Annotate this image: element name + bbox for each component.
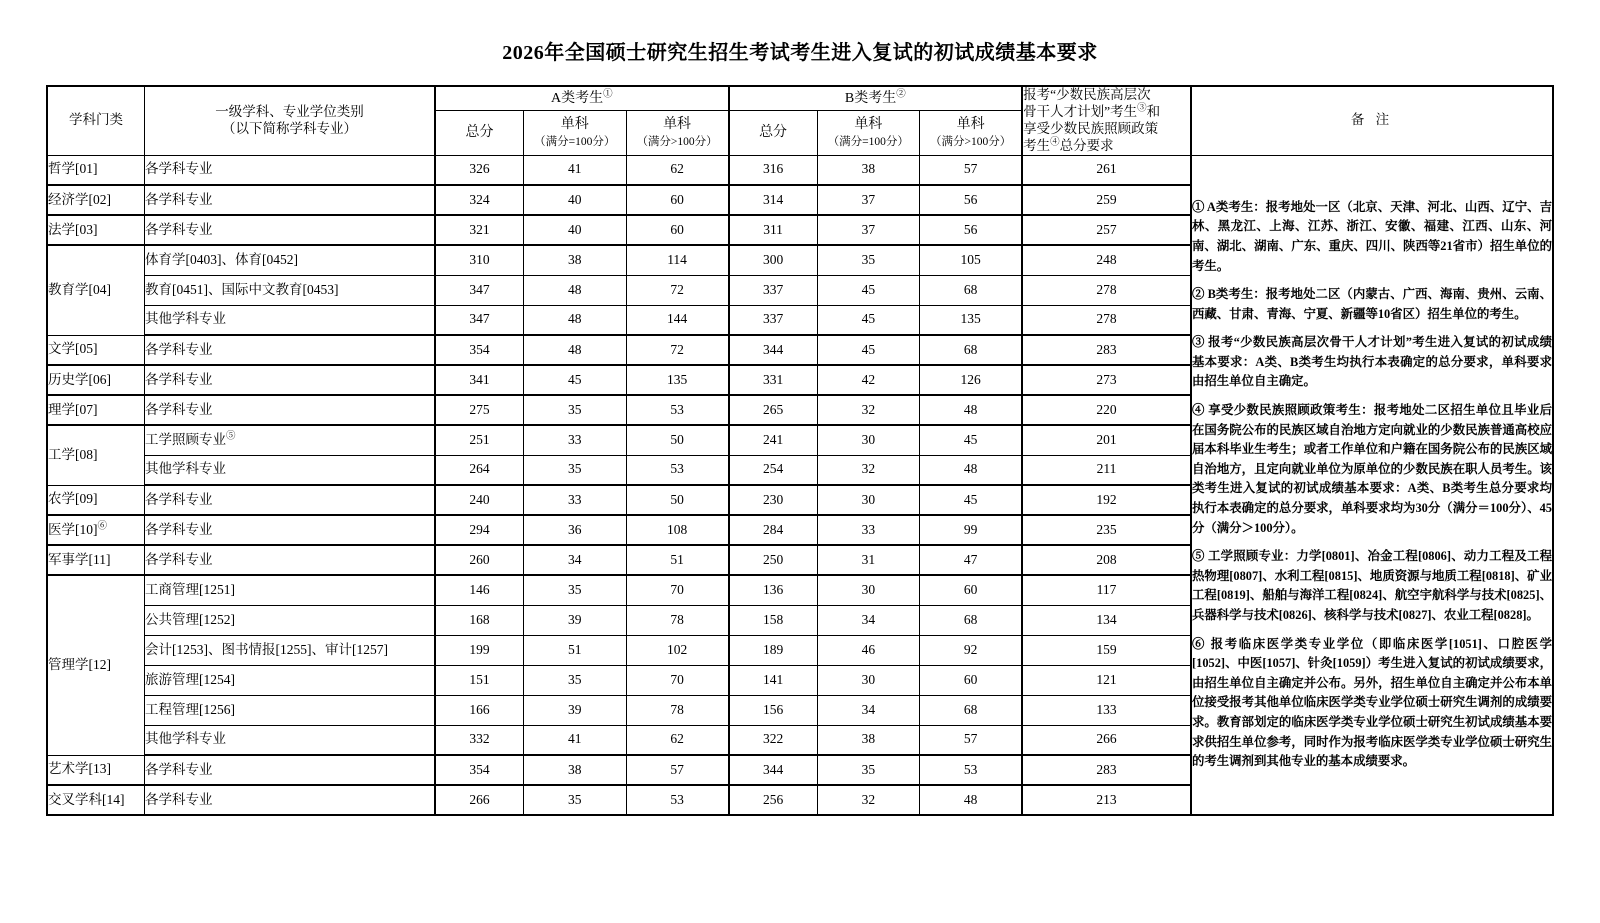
cell-major: 各学科专业: [145, 335, 436, 365]
cell-a-total: 275: [435, 395, 523, 425]
cell-b-total: 265: [729, 395, 817, 425]
cell-b-single-gt100: 48: [920, 785, 1023, 815]
cell-b-single-eq100: 32: [817, 785, 920, 815]
cell-category: 管理学[12]: [47, 575, 145, 755]
cell-a-single-gt100: 102: [626, 635, 729, 665]
cell-minority-total: 211: [1022, 455, 1191, 485]
header-category: 学科门类: [47, 86, 145, 155]
cell-category: 历史学[06]: [47, 365, 145, 395]
header-a-single-gt100: [626, 111, 729, 155]
cell-category: 哲学[01]: [47, 155, 145, 185]
cell-major: 各学科专业: [145, 185, 436, 215]
cell-b-total: 250: [729, 545, 817, 575]
cell-a-total: 347: [435, 305, 523, 335]
cell-remarks: [1191, 155, 1553, 815]
cell-b-single-gt100: 45: [920, 425, 1023, 455]
header-b-single-eq100: [817, 111, 920, 155]
cell-minority-total: 283: [1022, 755, 1191, 785]
cell-a-single-gt100: 60: [626, 185, 729, 215]
cell-minority-total: 261: [1022, 155, 1191, 185]
header-b-single-gt100-label: 单科: [956, 117, 985, 133]
cell-a-single-gt100: 144: [626, 305, 729, 335]
cell-b-single-gt100: 126: [920, 365, 1023, 395]
cell-b-single-gt100: 57: [920, 725, 1023, 755]
cell-minority-total: 201: [1022, 425, 1191, 455]
header-minority-line1: 报考“少数民族高层次: [1023, 87, 1151, 102]
cell-category: 理学[07]: [47, 395, 145, 425]
cell-a-total: 326: [435, 155, 523, 185]
cell-a-single-eq100: 39: [524, 695, 627, 725]
table-header: [47, 86, 1553, 155]
cell-a-single-gt100: 60: [626, 215, 729, 245]
remark-note-4: ④ 享受少数民族照顾政策考生：报考地处二区招生单位且毕业后在国务院公布的民族区域自治地方定向就业的少数民族普通高校应届本科毕业生考生；或者工作单位和户籍在国务院公布的民族区域自治地方，且定向就业单位为原单位的少数民族在职人员考生。该类考生进入复试的初试成绩基本要求：A类、B类考生总分要求均执行本表确定的总分要求，单科要求均为30分（满分＝100分）、45分（满分＞100分）。: [1192, 403, 1552, 535]
cell-a-single-eq100: 45: [524, 365, 627, 395]
header-a-total: [435, 111, 523, 155]
header-group-a: [435, 86, 729, 111]
cell-b-single-gt100: 48: [920, 455, 1023, 485]
header-b-single-eq100-label: 单科: [854, 117, 883, 133]
cell-b-single-eq100: 31: [817, 545, 920, 575]
header-minority-line4-text: 考生: [1023, 137, 1051, 153]
cell-category: 医学[10]⑥: [47, 515, 145, 545]
header-b-single-eq100-sub: （满分=100分）: [827, 135, 909, 148]
header-remarks: 备 注: [1191, 86, 1553, 155]
cell-a-total: 264: [435, 455, 523, 485]
header-b-total-label: 总分: [759, 125, 788, 141]
header-a-single-eq100-sub: （满分=100分）: [534, 135, 616, 148]
cell-b-total: 344: [729, 335, 817, 365]
page-title: 2026年全国硕士研究生招生考试考生进入复试的初试成绩基本要求: [502, 42, 1098, 64]
cell-major: 工学照顾专业⑤: [145, 425, 436, 455]
header-minority-line4-tail: 总分要求: [1059, 137, 1114, 153]
cell-b-single-gt100: 60: [920, 575, 1023, 605]
cell-minority-total: 121: [1022, 665, 1191, 695]
cell-category: 艺术学[13]: [47, 755, 145, 785]
cell-category: 交叉学科[14]: [47, 785, 145, 815]
cell-major: 各学科专业: [145, 515, 436, 545]
cell-b-single-gt100: 135: [920, 305, 1023, 335]
cell-a-total: 266: [435, 785, 523, 815]
cell-b-total: 156: [729, 695, 817, 725]
cell-b-single-eq100: 30: [817, 665, 920, 695]
cell-a-total: 324: [435, 185, 523, 215]
cell-major: 工商管理[1251]: [145, 575, 436, 605]
cell-b-single-gt100: 68: [920, 335, 1023, 365]
cell-b-single-gt100: 56: [920, 185, 1023, 215]
cell-b-single-eq100: 30: [817, 485, 920, 515]
cell-b-single-eq100: 34: [817, 695, 920, 725]
cell-b-single-eq100: 35: [817, 755, 920, 785]
cell-b-single-eq100: 30: [817, 425, 920, 455]
cell-category: 工学[08]: [47, 425, 145, 485]
cell-minority-total: 257: [1022, 215, 1191, 245]
cell-major: 公共管理[1252]: [145, 605, 436, 635]
cell-a-total: 199: [435, 635, 523, 665]
header-group-b: [729, 86, 1023, 111]
cell-a-single-gt100: 62: [626, 725, 729, 755]
cell-minority-total: 235: [1022, 515, 1191, 545]
header-minority-line4-mark: ④: [1050, 137, 1060, 148]
cell-minority-total: 192: [1022, 485, 1191, 515]
table-row: [47, 155, 1553, 185]
cell-a-single-eq100: 35: [524, 395, 627, 425]
cell-minority-total: 248: [1022, 245, 1191, 275]
cell-a-total: 347: [435, 275, 523, 305]
cell-b-single-gt100: 99: [920, 515, 1023, 545]
cell-major: 教育[0451]、国际中文教育[0453]: [145, 275, 436, 305]
cell-a-single-eq100: 33: [524, 425, 627, 455]
cell-a-total: 332: [435, 725, 523, 755]
remark-note-6: ⑥ 报考临床医学类专业学位（即临床医学[1051]、口腔医学[1052]、中医[1057]、针灸[1059]）考生进入复试的初试成绩要求，由招生单位自主确定并公布。另外，招生单位自主确定并公布本单位接受报考其他单位临床医学类专业学位硕士研究生调剂的成绩要求。教育部划定的临床医学类专业学位硕士研究生初试成绩基本要求供招生单位参考，同时作为报考临床医学类专业学位硕士研究生的考生调剂到其他专业的基本成绩要求。: [1192, 636, 1552, 769]
cell-major: 各学科专业: [145, 155, 436, 185]
cell-b-single-eq100: 46: [817, 635, 920, 665]
cell-category: 文学[05]: [47, 335, 145, 365]
cell-a-single-gt100: 50: [626, 485, 729, 515]
cell-a-single-gt100: 70: [626, 575, 729, 605]
cell-minority-total: 259: [1022, 185, 1191, 215]
cell-major: 各学科专业: [145, 545, 436, 575]
header-group-b-mark: ②: [896, 89, 906, 100]
cell-a-total: 251: [435, 425, 523, 455]
cell-a-single-eq100: 36: [524, 515, 627, 545]
cell-b-single-eq100: 45: [817, 335, 920, 365]
cell-b-single-gt100: 68: [920, 275, 1023, 305]
header-minority-line4: [1023, 138, 1190, 155]
header-a-single-eq100: [524, 111, 627, 155]
header-a-total-label: 总分: [465, 125, 494, 141]
header-group-b-label: B类考生: [844, 90, 897, 106]
cell-minority-total: 159: [1022, 635, 1191, 665]
cell-b-total: 316: [729, 155, 817, 185]
cell-a-single-eq100: 41: [524, 725, 627, 755]
cell-a-total: 166: [435, 695, 523, 725]
cell-a-total: 260: [435, 545, 523, 575]
cell-major: 其他学科专业: [145, 725, 436, 755]
cell-a-single-eq100: 39: [524, 605, 627, 635]
cell-b-total: 189: [729, 635, 817, 665]
cell-a-single-eq100: 33: [524, 485, 627, 515]
cell-major: 其他学科专业: [145, 305, 436, 335]
cell-major: 体育学[0403]、体育[0452]: [145, 245, 436, 275]
cell-a-single-gt100: 53: [626, 395, 729, 425]
cell-major: 各学科专业: [145, 785, 436, 815]
cell-a-total: 146: [435, 575, 523, 605]
cell-category: 法学[03]: [47, 215, 145, 245]
cell-major: 各学科专业: [145, 485, 436, 515]
cell-major: 旅游管理[1254]: [145, 665, 436, 695]
cell-minority-total: 278: [1022, 305, 1191, 335]
cell-a-single-eq100: 51: [524, 635, 627, 665]
cell-b-total: 136: [729, 575, 817, 605]
cell-a-total: 168: [435, 605, 523, 635]
cell-a-total: 354: [435, 335, 523, 365]
cell-major: 各学科专业: [145, 395, 436, 425]
cell-major: 各学科专业: [145, 365, 436, 395]
cell-b-single-eq100: 42: [817, 365, 920, 395]
cell-a-single-gt100: 50: [626, 425, 729, 455]
cell-a-total: 294: [435, 515, 523, 545]
cell-b-single-gt100: 56: [920, 215, 1023, 245]
header-major-line2: （以下简称学科专业）: [222, 120, 358, 136]
table-body: [47, 155, 1553, 815]
cell-a-single-gt100: 53: [626, 785, 729, 815]
cell-category: 军事学[11]: [47, 545, 145, 575]
cell-minority-total: 273: [1022, 365, 1191, 395]
remark-note-3: ③ 报考“少数民族高层次骨干人才计划”考生进入复试的初试成绩基本要求：A类、B类考生均执行本表确定的总分要求，单科要求由招生单位自主确定。: [1192, 335, 1552, 389]
cell-a-single-eq100: 38: [524, 245, 627, 275]
cell-a-single-eq100: 40: [524, 185, 627, 215]
cell-major: 会计[1253]、图书情报[1255]、审计[1257]: [145, 635, 436, 665]
cell-b-total: 158: [729, 605, 817, 635]
cell-b-total: 331: [729, 365, 817, 395]
cell-a-single-gt100: 135: [626, 365, 729, 395]
cell-a-single-eq100: 35: [524, 455, 627, 485]
header-group-a-label: A类考生: [551, 90, 604, 106]
cell-b-total: 337: [729, 275, 817, 305]
cell-b-single-eq100: 34: [817, 605, 920, 635]
cell-minority-total: 133: [1022, 695, 1191, 725]
header-major: [145, 86, 436, 155]
cell-major: 其他学科专业: [145, 455, 436, 485]
score-requirements-table: [46, 85, 1554, 816]
cell-b-single-gt100: 68: [920, 605, 1023, 635]
cell-category: 经济学[02]: [47, 185, 145, 215]
cell-b-single-gt100: 92: [920, 635, 1023, 665]
cell-b-single-eq100: 32: [817, 395, 920, 425]
cell-minority-total: 220: [1022, 395, 1191, 425]
cell-a-single-gt100: 53: [626, 455, 729, 485]
header-minority-line2-mark: ③: [1137, 103, 1147, 114]
category-mark: ⑥: [97, 521, 108, 532]
header-b-total: [729, 111, 817, 155]
cell-a-total: 321: [435, 215, 523, 245]
cell-b-total: 284: [729, 515, 817, 545]
cell-b-total: 254: [729, 455, 817, 485]
cell-b-total: 322: [729, 725, 817, 755]
cell-minority-total: 278: [1022, 275, 1191, 305]
cell-category: 教育学[04]: [47, 245, 145, 335]
cell-b-total: 241: [729, 425, 817, 455]
cell-a-single-eq100: 41: [524, 155, 627, 185]
cell-b-single-eq100: 37: [817, 215, 920, 245]
cell-b-single-eq100: 33: [817, 515, 920, 545]
cell-a-single-eq100: 34: [524, 545, 627, 575]
cell-a-single-eq100: 48: [524, 275, 627, 305]
cell-b-total: 300: [729, 245, 817, 275]
cell-b-total: 230: [729, 485, 817, 515]
cell-b-single-eq100: 38: [817, 725, 920, 755]
header-minority-line2: [1023, 104, 1190, 121]
cell-b-single-gt100: 105: [920, 245, 1023, 275]
cell-b-single-eq100: 45: [817, 305, 920, 335]
cell-a-single-eq100: 35: [524, 665, 627, 695]
header-minority-line2-text: 骨干人才计划”考生: [1023, 103, 1138, 119]
cell-a-single-gt100: 70: [626, 665, 729, 695]
cell-b-total: 344: [729, 755, 817, 785]
cell-a-total: 354: [435, 755, 523, 785]
cell-a-single-eq100: 38: [524, 755, 627, 785]
remark-note-5: ⑤ 工学照顾专业：力学[0801]、冶金工程[0806]、动力工程及工程热物理[0807]、水利工程[0815]、地质资源与地质工程[0818]、矿业工程[0819]、船舶与海洋工程[0824]、航空宇航科学与技术[0825]、兵器科学与技术[0826]、核科学与技术[0827]、农业工程[0828]。: [1192, 549, 1552, 623]
cell-b-single-gt100: 47: [920, 545, 1023, 575]
cell-b-total: 256: [729, 785, 817, 815]
cell-a-single-gt100: 108: [626, 515, 729, 545]
cell-a-single-eq100: 35: [524, 785, 627, 815]
cell-b-single-eq100: 30: [817, 575, 920, 605]
header-a-single-gt100-label: 单科: [663, 117, 692, 133]
cell-b-single-eq100: 35: [817, 245, 920, 275]
header-minority-line3: 享受少数民族照顾政策: [1023, 120, 1159, 136]
header-b-single-gt100-sub: （满分>100分）: [929, 135, 1012, 148]
cell-b-single-gt100: 45: [920, 485, 1023, 515]
cell-a-total: 151: [435, 665, 523, 695]
cell-a-single-gt100: 72: [626, 275, 729, 305]
cell-b-single-gt100: 68: [920, 695, 1023, 725]
cell-b-single-gt100: 53: [920, 755, 1023, 785]
cell-b-single-eq100: 32: [817, 455, 920, 485]
header-minority-line2-tail: 和: [1146, 103, 1161, 119]
cell-b-single-gt100: 57: [920, 155, 1023, 185]
cell-a-single-gt100: 72: [626, 335, 729, 365]
cell-major: 各学科专业: [145, 215, 436, 245]
cell-major: 工程管理[1256]: [145, 695, 436, 725]
header-b-single-gt100: [920, 111, 1023, 155]
cell-a-single-gt100: 114: [626, 245, 729, 275]
cell-a-total: 341: [435, 365, 523, 395]
cell-a-single-gt100: 51: [626, 545, 729, 575]
cell-a-total: 240: [435, 485, 523, 515]
cell-a-single-gt100: 78: [626, 605, 729, 635]
header-a-single-eq100-label: 单科: [560, 117, 589, 133]
cell-a-single-eq100: 35: [524, 575, 627, 605]
cell-b-single-gt100: 60: [920, 665, 1023, 695]
score-requirements-table-wrapper: [46, 85, 1554, 816]
cell-b-single-eq100: 38: [817, 155, 920, 185]
major-mark: ⑤: [226, 431, 236, 442]
cell-b-single-eq100: 37: [817, 185, 920, 215]
cell-a-single-gt100: 57: [626, 755, 729, 785]
header-major-line1: 一级学科、专业学位类别: [215, 103, 364, 119]
cell-a-single-gt100: 78: [626, 695, 729, 725]
cell-b-total: 314: [729, 185, 817, 215]
cell-major: 各学科专业: [145, 755, 436, 785]
cell-category: 农学[09]: [47, 485, 145, 515]
cell-b-total: 141: [729, 665, 817, 695]
header-minority-total: [1022, 86, 1191, 155]
cell-minority-total: 266: [1022, 725, 1191, 755]
cell-a-single-gt100: 62: [626, 155, 729, 185]
cell-a-single-eq100: 40: [524, 215, 627, 245]
remark-note-1: ① A类考生：报考地处一区（北京、天津、河北、山西、辽宁、吉林、黑龙江、上海、江苏、浙江、安徽、福建、江西、山东、河南、湖北、湖南、广东、重庆、四川、陕西等21省市）招生单位的考生。: [1192, 199, 1552, 273]
cell-minority-total: 213: [1022, 785, 1191, 815]
remark-note-2: ② B类考生：报考地处二区（内蒙古、广西、海南、贵州、云南、西藏、甘肃、青海、宁夏、新疆等10省区）招生单位的考生。: [1192, 287, 1552, 321]
cell-b-total: 311: [729, 215, 817, 245]
header-group-a-mark: ①: [603, 89, 613, 100]
cell-a-single-eq100: 48: [524, 305, 627, 335]
cell-a-single-eq100: 48: [524, 335, 627, 365]
cell-minority-total: 283: [1022, 335, 1191, 365]
cell-minority-total: 208: [1022, 545, 1191, 575]
cell-b-single-eq100: 45: [817, 275, 920, 305]
cell-b-total: 337: [729, 305, 817, 335]
cell-minority-total: 117: [1022, 575, 1191, 605]
cell-a-total: 310: [435, 245, 523, 275]
cell-b-single-gt100: 48: [920, 395, 1023, 425]
header-a-single-gt100-sub: （满分>100分）: [636, 135, 718, 148]
cell-minority-total: 134: [1022, 605, 1191, 635]
